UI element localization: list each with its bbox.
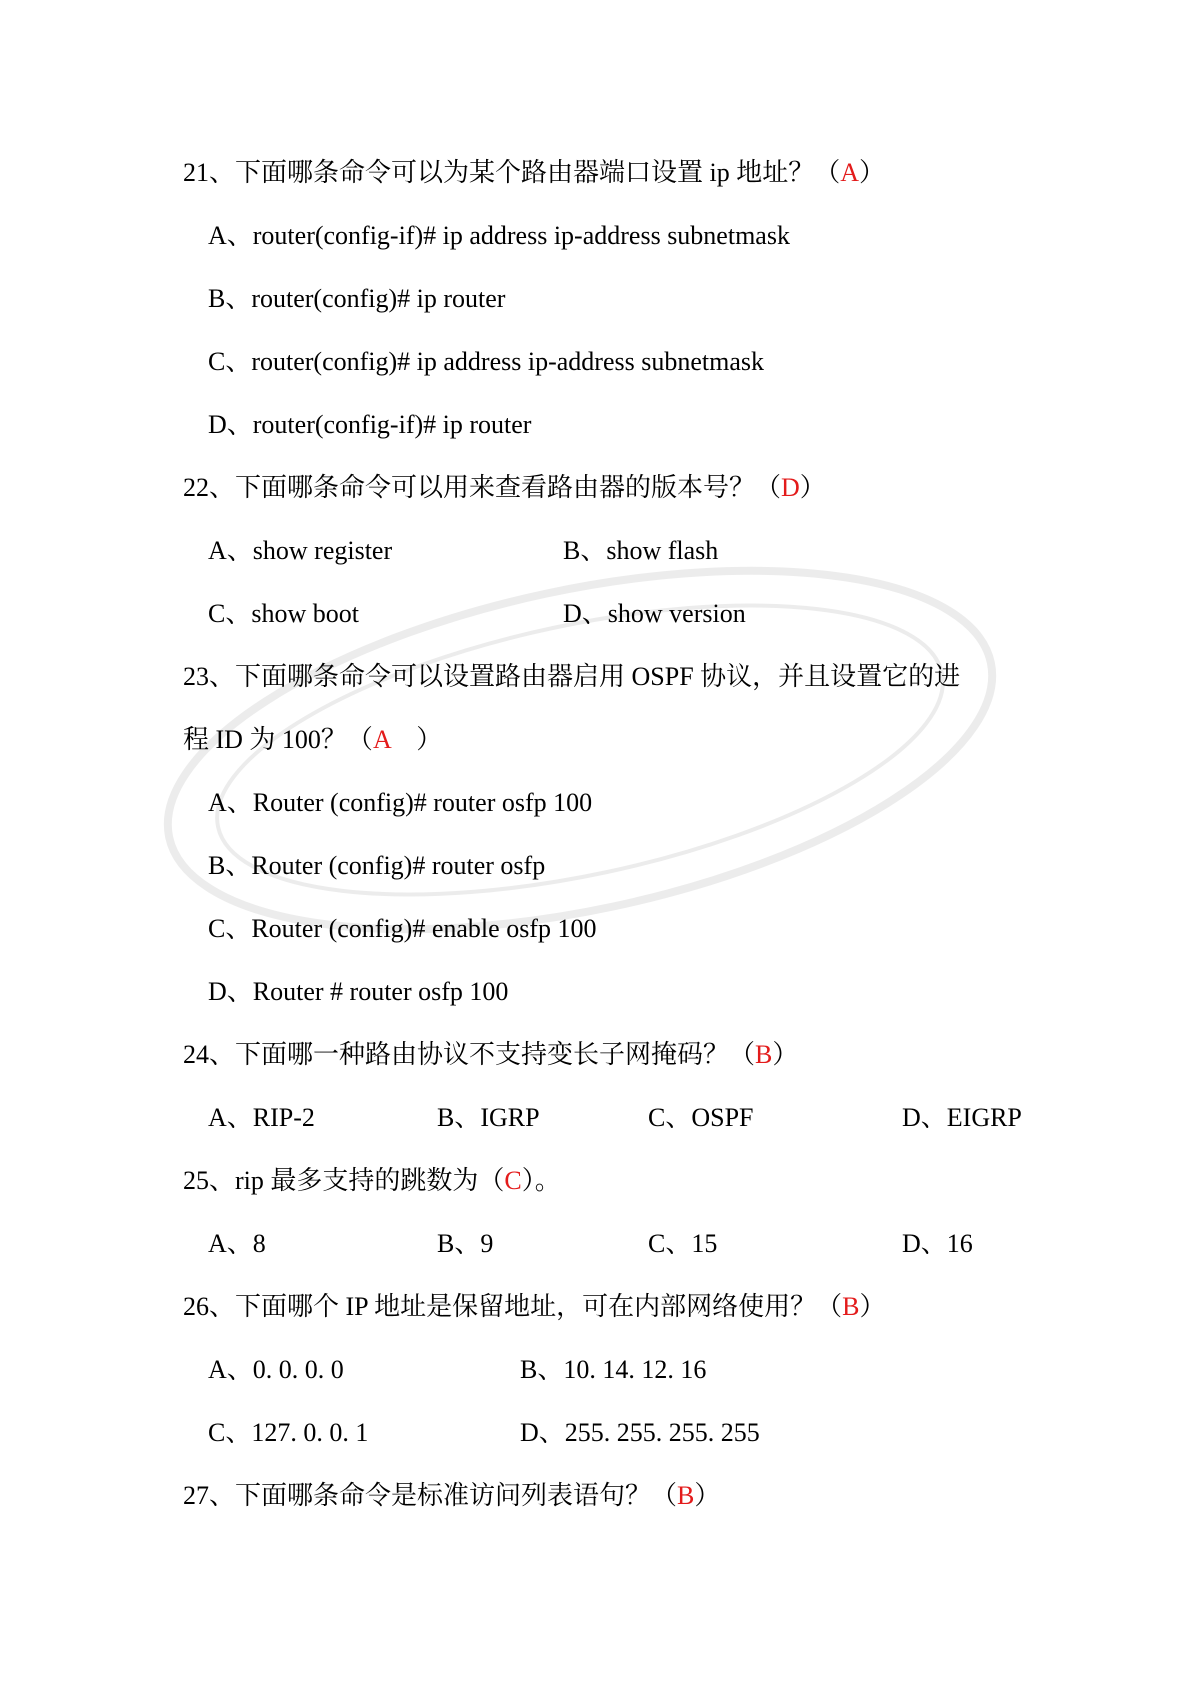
question-26-answer: B [842, 1292, 860, 1321]
question-22-option-d: D、show version [563, 599, 746, 628]
question-22-option-a: A、show register [208, 536, 393, 565]
question-21-stem: 21、下面哪条命令可以为某个路由器端口设置 ip 地址？（A） [183, 158, 886, 187]
question-24-option-d: D、EIGRP [902, 1103, 1022, 1132]
question-26-option-c: C、127. 0. 0. 1 [208, 1418, 369, 1447]
question-22-option-c: C、show boot [208, 599, 359, 628]
question-24-option-c: C、OSPF [648, 1103, 754, 1132]
question-23-option-d: D、Router # router osfp 100 [208, 977, 509, 1006]
question-25-option-d: D、16 [902, 1229, 973, 1258]
question-23-answer: A [372, 725, 391, 754]
question-24-option-b: B、IGRP [437, 1103, 540, 1132]
question-23-stem: 23、下面哪条命令可以设置路由器启用 OSPF 协议，并且设置它的进 [183, 662, 961, 691]
question-25-option-b: B、9 [437, 1229, 494, 1258]
question-22-option-b: B、show flash [563, 536, 719, 565]
question-23-option-b: B、Router (config)# router osfp [208, 851, 546, 880]
question-25-stem: 25、rip 最多支持的跳数为（C）。 [183, 1166, 561, 1195]
question-26-option-b: B、10. 14. 12. 16 [520, 1355, 707, 1384]
question-21-answer: A [840, 158, 860, 187]
question-26-option-a: A、0. 0. 0. 0 [208, 1355, 344, 1384]
question-22-answer: D [781, 473, 800, 502]
question-22-stem: 22、下面哪条命令可以用来查看路由器的版本号？（D） [183, 473, 826, 502]
question-24-stem: 24、下面哪一种路由协议不支持变长子网掩码？（B） [183, 1040, 799, 1069]
question-24-option-a: A、RIP-2 [208, 1103, 315, 1132]
question-23-option-a: A、Router (config)# router osfp 100 [208, 788, 593, 817]
question-21-option-a: A、router(config-if)# ip address ip-address subnetmask [208, 221, 790, 250]
question-21-option-c: C、router(config)# ip address ip-address subnetmask [208, 347, 764, 376]
question-21-option-b: B、router(config)# ip router [208, 284, 506, 313]
question-24-answer: B [755, 1040, 773, 1069]
question-25-option-a: A、8 [208, 1229, 266, 1258]
question-27-stem: 27、下面哪条命令是标准访问列表语句？（B） [183, 1481, 721, 1510]
question-23-option-c: C、Router (config)# enable osfp 100 [208, 914, 597, 943]
question-26-option-d: D、255. 255. 255. 255 [520, 1418, 760, 1447]
question-21-option-d: D、router(config-if)# ip router [208, 410, 532, 439]
question-25-option-c: C、15 [648, 1229, 718, 1258]
question-27-answer: B [677, 1481, 695, 1510]
question-26-stem: 26、下面哪个 IP 地址是保留地址，可在内部网络使用？（B） [183, 1292, 886, 1321]
question-23-stem-cont: 程 ID 为 100？（A ） [183, 725, 443, 754]
question-25-answer: C [504, 1166, 522, 1195]
